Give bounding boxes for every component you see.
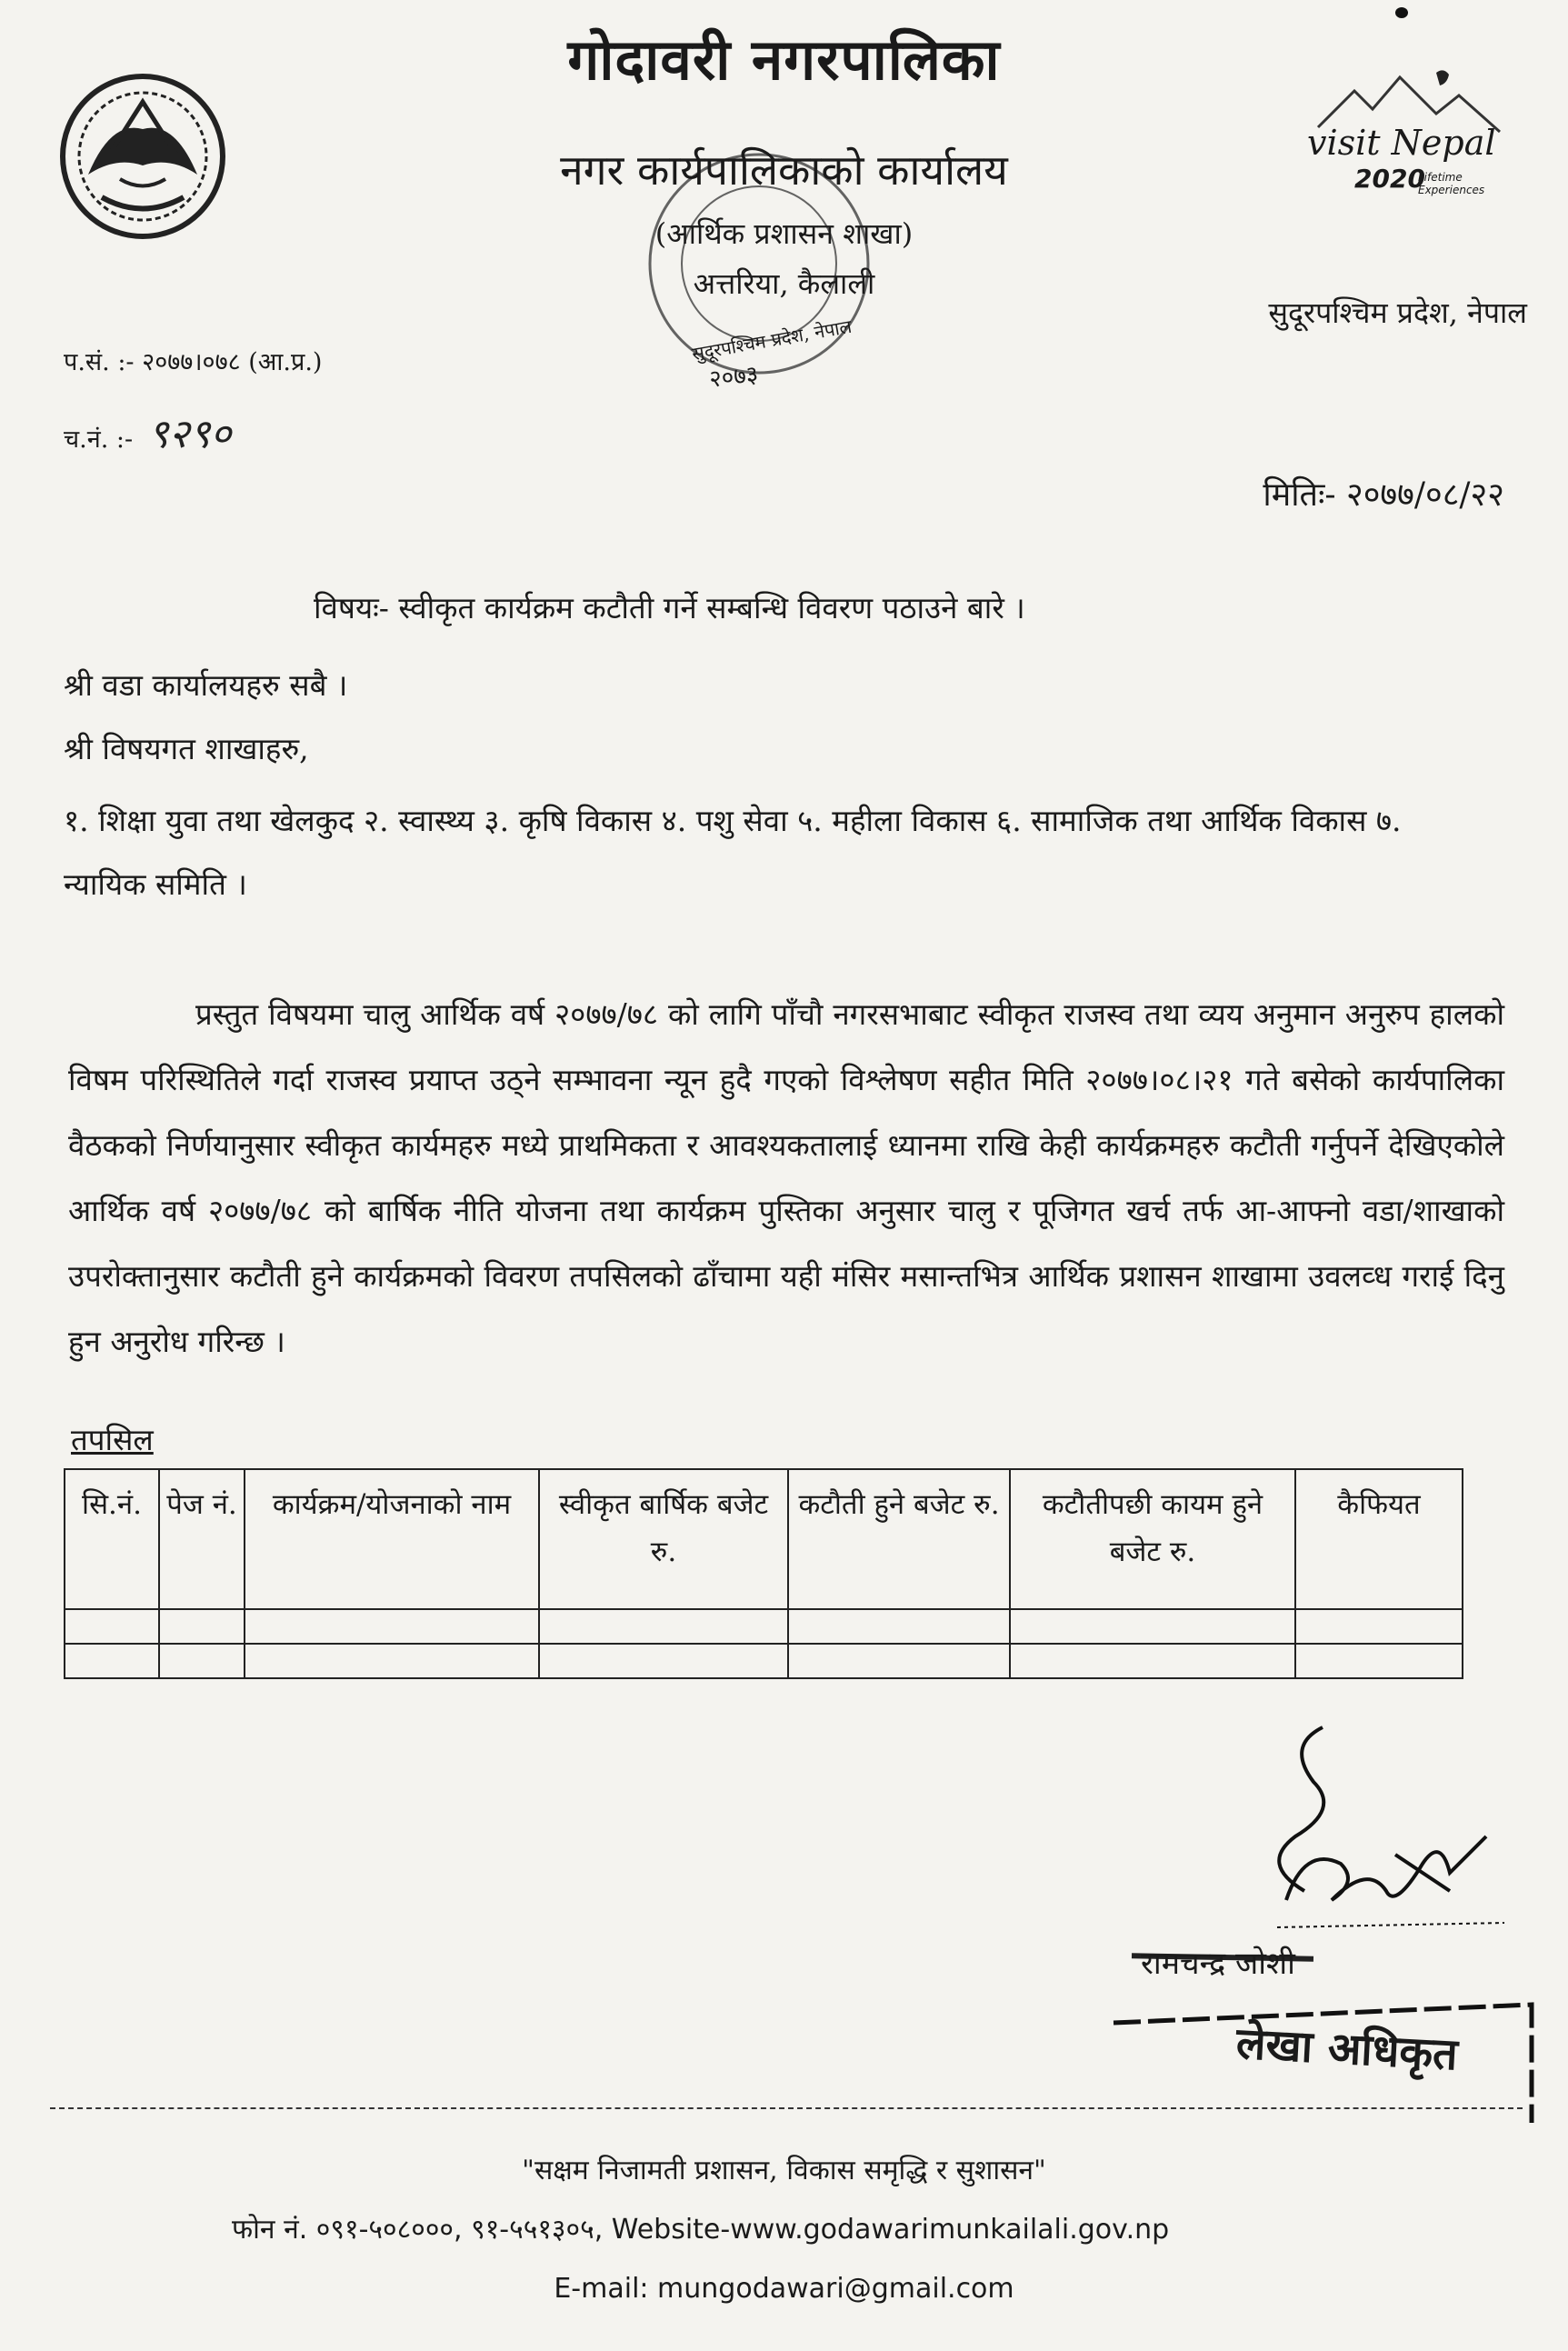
office-place: अत्तरिया, कैलाली [693, 266, 875, 301]
table-cell [539, 1609, 788, 1644]
visit-nepal-year: 2020 [1354, 164, 1425, 194]
recipient-line-1: श्री वडा कार्यालयहरु सबै । [64, 667, 348, 703]
letter-subject: विषयः- स्वीकृत कार्यक्रम कटौती गर्ने सम्बन्धि विवरण पठाउने बारे । [314, 590, 1025, 625]
footer-contact: फोन नं. ०९१-५०८०००, ९१-५५१३०५, Website-www.godawarimunkailali.gov.np [232, 2214, 1170, 2246]
dispatch-number [64, 405, 231, 459]
date-value: २०७७/०८/२२ [1345, 476, 1504, 514]
recipient-branch-list: १. शिक्षा युवा तथा खेलकुद २. स्वास्थ्य ३. कृषि विकास ४. पशु सेवा ५. महीला विकास ६. सामाजिक तथा आर्थिक विकास ७. न्यायिक समिति । [64, 803, 1402, 902]
table-cell [1010, 1609, 1295, 1644]
table-row [65, 1609, 1463, 1644]
table-cell [1295, 1644, 1463, 1678]
visit-nepal-brand: visit Nepal [1307, 123, 1496, 163]
table-cell [65, 1644, 159, 1678]
scan-speck [1395, 7, 1408, 18]
table-header-row [65, 1469, 1463, 1609]
signatory-name: रामचन्द्र जोशी [1141, 1946, 1295, 1982]
letter-date [1263, 471, 1504, 515]
col-approved-budget: स्वीकृत बार्षिक बजेट रु. [539, 1469, 788, 1609]
date-label: मितिः- [1263, 476, 1336, 514]
col-cut-budget: कटौती हुने बजेट रु. [788, 1469, 1010, 1609]
table-cell [159, 1644, 245, 1678]
table-cell [245, 1644, 539, 1678]
col-remaining-budget: कटौतीपछी कायम हुने बजेट रु. [1010, 1469, 1295, 1609]
cn-label: च.नं. :- [64, 425, 134, 454]
footer-divider [50, 2107, 1523, 2109]
table-cell [1010, 1644, 1295, 1678]
office-name: नगर कार्यपालिकाको कार्यालय [560, 145, 1008, 195]
table-row [65, 1644, 1463, 1678]
province-name: सुदूरपश्चिम प्रदेश, नेपाल [1268, 295, 1527, 330]
signatory-designation: लेखा अधिकृत [1234, 2017, 1460, 2081]
cn-value: ९२९० [147, 411, 232, 457]
tapsil-heading: तपसिल [71, 1422, 154, 1457]
ps-value: २०७७।०७८ (आ.प्र.) [142, 348, 323, 376]
recipient-line-2: श्री विषयगत शाखाहरु, [64, 731, 309, 766]
table-cell [539, 1644, 788, 1678]
table-cell [788, 1644, 1010, 1678]
table-cell [1295, 1609, 1463, 1644]
col-program-name: कार्यक्रम/योजनाको नाम [245, 1469, 539, 1609]
table-cell [788, 1609, 1010, 1644]
section-name: (आर्थिक प्रशासन शाखा) [654, 216, 914, 251]
municipality-title: गोदावरी नगरपालिका [567, 26, 1001, 93]
round-stamp-year: २०७३ [707, 361, 760, 394]
visit-nepal-tagline: Lifetime Experiences [1418, 171, 1485, 196]
footer-email: E-mail: mungodawari@gmail.com [554, 2273, 1014, 2305]
handwritten-signature [1259, 1718, 1523, 1936]
ps-label: प.सं. :- [64, 348, 135, 376]
table-cell [245, 1609, 539, 1644]
round-stamp-text: सुदूरपश्चिम प्रदेश, नेपाल [690, 315, 854, 365]
table-cell [159, 1609, 245, 1644]
col-serial: सि.नं. [65, 1469, 159, 1609]
reference-number [64, 344, 322, 377]
footer-motto: "सक्षम निजामती प्रशासन, विकास समृद्धि र सुशासन" [522, 2155, 1046, 2186]
details-table [64, 1468, 1463, 1679]
col-remarks: कैफियत [1295, 1469, 1463, 1609]
col-page: पेज नं. [159, 1469, 245, 1609]
table-cell [65, 1609, 159, 1644]
letter-body: प्रस्तुत विषयमा चालु आर्थिक वर्ष २०७७/७८ को लागि पाँचौ नगरसभाबाट स्वीकृत राजस्व तथा व्यय अनुमान अनुरुप हालको विषम परिस्थितिले गर्दा राजस्व प्रयाप्त उठ्ने सम्भावना न्यून हुदै गएको विश्लेषण सहीत मिति २०७७।०८।२१ गते बसेको कार्यपालिका वैठकको निर्णयानुसार स्वीकृत कार्यमहरु मध्ये प्राथमिकता र आवश्यकतालाई ध्यानमा राखि केही कार्यक्रमहरु कटौती गर्नुपर्ने देखिएकोले आर्थिक वर्ष २०७७/७८ को बार्षिक नीति योजना तथा कार्यक्रम पुस्तिका अनुसार चालु र पूजिगत खर्च तर्फ आ-आफ्नो वडा/शाखाको उपरोक्तानुसार कटौती हुने कार्यक्रमको विवरण तपसिलको ढाँचामा यही मंसिर मसान्तभित्र आर्थिक प्रशासन शाखामा उवलव्ध गराई दिनु हुन अनुरोध गरिन्छ । [68, 996, 1504, 1359]
